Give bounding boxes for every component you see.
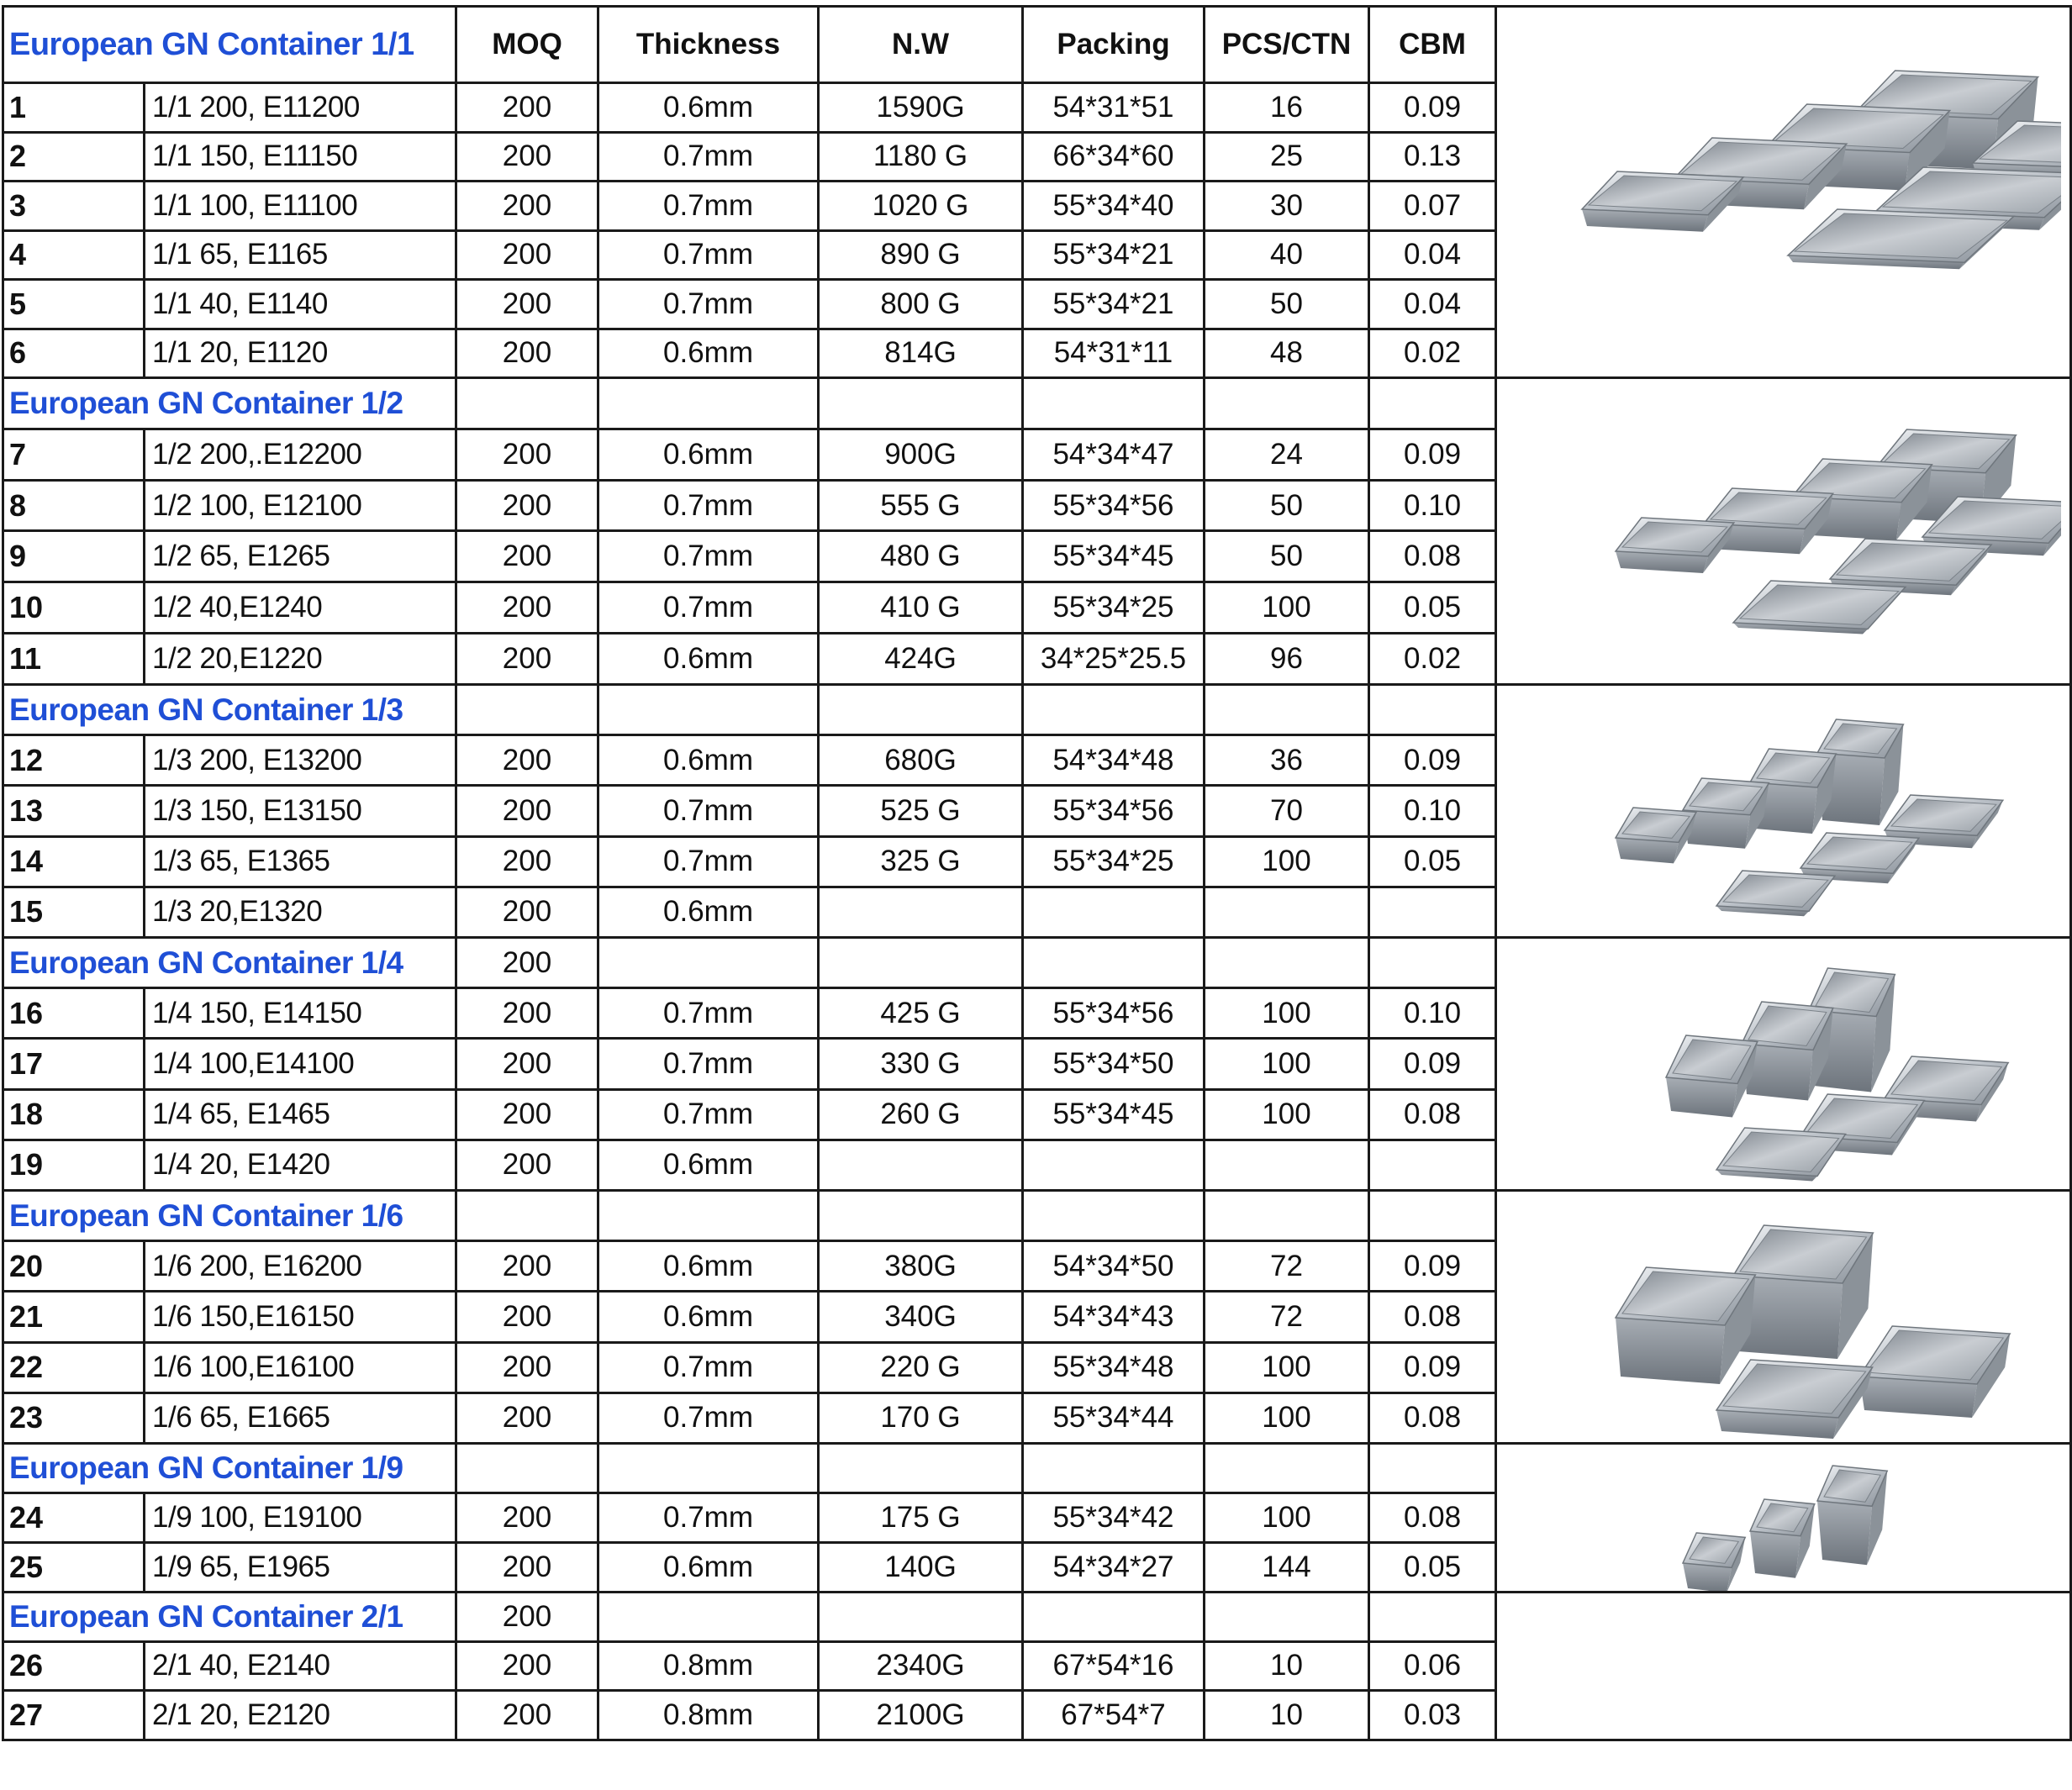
cbm-cell	[1369, 887, 1496, 937]
section-title-row	[3, 685, 2071, 735]
cbm-cell: 0.04	[1369, 230, 1496, 280]
cbm-cell: 0.08	[1369, 531, 1496, 582]
packing-cell: 55*34*56	[1023, 480, 1205, 531]
nw-cell: 325 G	[819, 836, 1023, 887]
moq-cell	[456, 685, 598, 735]
empty-cell	[1369, 1593, 1496, 1642]
nw-cell: 424G	[819, 634, 1023, 685]
nw-cell	[819, 1140, 1023, 1190]
packing-cell: 55*34*42	[1023, 1493, 1205, 1543]
price-spec-table	[2, 5, 2072, 1741]
moq-cell: 200	[456, 1039, 598, 1089]
thickness-cell: 0.7mm	[598, 1393, 819, 1443]
thickness-cell: 0.7mm	[598, 182, 819, 231]
row-number: 18	[3, 1089, 145, 1140]
col-header-pcs-ctn: PCS/CTN	[1205, 7, 1369, 83]
section-title-row	[3, 938, 2071, 988]
cbm-cell: 0.10	[1369, 480, 1496, 531]
thickness-cell: 0.7mm	[598, 1493, 819, 1543]
cbm-cell: 0.08	[1369, 1089, 1496, 1140]
model-cell: 2/1 40, E2140	[145, 1641, 456, 1691]
cbm-cell: 0.09	[1369, 735, 1496, 786]
pcs-ctn-cell: 36	[1205, 735, 1369, 786]
packing-cell: 55*34*48	[1023, 1342, 1205, 1393]
row-number: 7	[3, 429, 145, 480]
moq-cell: 200	[456, 132, 598, 182]
product-photo-cell	[1496, 1593, 2071, 1740]
moq-cell: 200	[456, 1140, 598, 1190]
packing-cell: 54*34*50	[1023, 1241, 1205, 1292]
moq-cell: 200	[456, 1543, 598, 1593]
pcs-ctn-cell: 10	[1205, 1641, 1369, 1691]
model-cell: 1/9 65, E1965	[145, 1543, 456, 1593]
pcs-ctn-cell: 50	[1205, 531, 1369, 582]
moq-cell	[456, 1444, 598, 1493]
product-photo-cell	[1496, 685, 2071, 938]
empty-cell	[598, 938, 819, 988]
empty-cell	[598, 1593, 819, 1642]
row-number: 19	[3, 1140, 145, 1190]
cbm-cell: 0.08	[1369, 1493, 1496, 1543]
packing-cell: 67*54*7	[1023, 1691, 1205, 1740]
packing-cell: 54*34*27	[1023, 1543, 1205, 1593]
cbm-cell: 0.04	[1369, 280, 1496, 329]
empty-cell	[819, 685, 1023, 735]
nw-cell: 2100G	[819, 1691, 1023, 1740]
cbm-cell: 0.09	[1369, 83, 1496, 133]
row-number: 20	[3, 1241, 145, 1292]
cbm-cell: 0.09	[1369, 1039, 1496, 1089]
empty-cell	[598, 685, 819, 735]
model-cell: 1/6 200, E16200	[145, 1241, 456, 1292]
pcs-ctn-cell: 100	[1205, 988, 1369, 1039]
moq-cell: 200	[456, 230, 598, 280]
row-number: 22	[3, 1342, 145, 1393]
cbm-cell: 0.10	[1369, 786, 1496, 836]
cbm-cell: 0.03	[1369, 1691, 1496, 1740]
nw-cell: 1020 G	[819, 182, 1023, 231]
packing-cell: 55*34*25	[1023, 836, 1205, 887]
packing-cell: 67*54*16	[1023, 1641, 1205, 1691]
cbm-cell: 0.06	[1369, 1641, 1496, 1691]
product-photo	[1497, 1192, 2069, 1442]
empty-cell	[819, 1444, 1023, 1493]
packing-cell: 55*34*56	[1023, 988, 1205, 1039]
pcs-ctn-cell: 50	[1205, 280, 1369, 329]
model-cell: 1/2 100, E12100	[145, 480, 456, 531]
cbm-cell: 0.09	[1369, 1241, 1496, 1292]
empty-cell	[1023, 1444, 1205, 1493]
product-photo	[1497, 8, 2069, 376]
model-cell: 1/4 65, E1465	[145, 1089, 456, 1140]
model-cell: 1/6 150,E16150	[145, 1292, 456, 1342]
row-number: 23	[3, 1393, 145, 1443]
empty-cell	[819, 938, 1023, 988]
thickness-cell: 0.6mm	[598, 1140, 819, 1190]
empty-cell	[598, 378, 819, 429]
pcs-ctn-cell: 100	[1205, 1493, 1369, 1543]
model-cell: 1/2 20,E1220	[145, 634, 456, 685]
thickness-cell: 0.7mm	[598, 280, 819, 329]
empty-cell	[1023, 685, 1205, 735]
section-title-row	[3, 1593, 2071, 1642]
packing-cell: 55*34*40	[1023, 182, 1205, 231]
header-row	[3, 7, 2071, 83]
pcs-ctn-cell	[1205, 1140, 1369, 1190]
empty-cell	[819, 1191, 1023, 1241]
pcs-ctn-cell: 40	[1205, 230, 1369, 280]
empty-cell	[1369, 938, 1496, 988]
empty-cell	[598, 1191, 819, 1241]
moq-cell: 200	[456, 83, 598, 133]
pcs-ctn-cell: 30	[1205, 182, 1369, 231]
product-photo-cell	[1496, 378, 2071, 685]
model-cell: 1/2 65, E1265	[145, 531, 456, 582]
packing-cell	[1023, 887, 1205, 937]
pcs-ctn-cell: 100	[1205, 1393, 1369, 1443]
packing-cell: 54*34*48	[1023, 735, 1205, 786]
cbm-cell: 0.09	[1369, 1342, 1496, 1393]
cbm-cell: 0.07	[1369, 182, 1496, 231]
row-number: 25	[3, 1543, 145, 1593]
empty-cell	[1205, 685, 1369, 735]
packing-cell: 54*34*43	[1023, 1292, 1205, 1342]
nw-cell: 220 G	[819, 1342, 1023, 1393]
model-cell: 1/1 100, E11100	[145, 182, 456, 231]
model-cell: 1/6 65, E1665	[145, 1393, 456, 1443]
moq-cell: 200	[456, 1241, 598, 1292]
thickness-cell: 0.7mm	[598, 531, 819, 582]
row-number: 5	[3, 280, 145, 329]
empty-cell	[598, 1444, 819, 1493]
product-photo	[1497, 379, 2069, 683]
nw-cell: 800 G	[819, 280, 1023, 329]
thickness-cell: 0.7mm	[598, 1342, 819, 1393]
model-cell: 1/2 200,.E12200	[145, 429, 456, 480]
pcs-ctn-cell: 48	[1205, 329, 1369, 378]
moq-cell: 200	[456, 280, 598, 329]
product-photo	[1497, 686, 2069, 936]
pcs-ctn-cell: 100	[1205, 1089, 1369, 1140]
packing-cell: 55*34*44	[1023, 1393, 1205, 1443]
moq-cell: 200	[456, 531, 598, 582]
nw-cell: 140G	[819, 1543, 1023, 1593]
cbm-cell: 0.02	[1369, 634, 1496, 685]
moq-cell: 200	[456, 182, 598, 231]
model-cell: 1/2 40,E1240	[145, 582, 456, 634]
thickness-cell: 0.6mm	[598, 634, 819, 685]
packing-cell: 54*31*51	[1023, 83, 1205, 133]
cbm-cell: 0.02	[1369, 329, 1496, 378]
col-header-moq: MOQ	[456, 7, 598, 83]
section-title-row	[3, 1444, 2071, 1493]
cbm-cell: 0.10	[1369, 988, 1496, 1039]
model-cell: 1/3 200, E13200	[145, 735, 456, 786]
col-header-thickness: Thickness	[598, 7, 819, 83]
empty-cell	[1205, 1593, 1369, 1642]
empty-cell	[1023, 938, 1205, 988]
section-title: European GN Container 1/6	[3, 1191, 456, 1241]
thickness-cell: 0.8mm	[598, 1691, 819, 1740]
section-title: European GN Container 1/1	[3, 7, 456, 83]
thickness-cell: 0.7mm	[598, 1089, 819, 1140]
packing-cell: 34*25*25.5	[1023, 634, 1205, 685]
thickness-cell: 0.7mm	[598, 1039, 819, 1089]
section-title: European GN Container 2/1	[3, 1593, 456, 1642]
pcs-ctn-cell: 70	[1205, 786, 1369, 836]
pcs-ctn-cell: 72	[1205, 1292, 1369, 1342]
pcs-ctn-cell: 100	[1205, 836, 1369, 887]
model-cell: 1/9 100, E19100	[145, 1493, 456, 1543]
nw-cell: 555 G	[819, 480, 1023, 531]
moq-cell: 200	[456, 1691, 598, 1740]
moq-cell: 200	[456, 1641, 598, 1691]
cbm-cell	[1369, 1140, 1496, 1190]
row-number: 11	[3, 634, 145, 685]
model-cell: 1/4 150, E14150	[145, 988, 456, 1039]
empty-cell	[1369, 1444, 1496, 1493]
stainless-steel-gn-pan-set-icon	[1506, 12, 2061, 373]
empty-cell	[1205, 378, 1369, 429]
col-header-cbm: CBM	[1369, 7, 1496, 83]
thickness-cell: 0.6mm	[598, 1543, 819, 1593]
row-number: 6	[3, 329, 145, 378]
section-title-row	[3, 1191, 2071, 1241]
stainless-steel-gn-pan-set-icon	[1506, 379, 2061, 683]
pcs-ctn-cell: 24	[1205, 429, 1369, 480]
row-number: 4	[3, 230, 145, 280]
thickness-cell: 0.6mm	[598, 429, 819, 480]
stainless-steel-gn-pan-set-icon	[1506, 939, 2061, 1189]
nw-cell: 680G	[819, 735, 1023, 786]
product-photo-cell	[1496, 938, 2071, 1191]
cbm-cell: 0.08	[1369, 1393, 1496, 1443]
empty-cell	[1205, 938, 1369, 988]
nw-cell: 814G	[819, 329, 1023, 378]
col-header-nw: N.W	[819, 7, 1023, 83]
packing-cell: 66*34*60	[1023, 132, 1205, 182]
thickness-cell: 0.7mm	[598, 988, 819, 1039]
row-number: 24	[3, 1493, 145, 1543]
empty-cell	[1369, 685, 1496, 735]
empty-cell	[819, 1593, 1023, 1642]
nw-cell: 890 G	[819, 230, 1023, 280]
product-photo	[1497, 1445, 2069, 1591]
empty-cell	[1369, 1191, 1496, 1241]
moq-cell: 200	[456, 1292, 598, 1342]
moq-cell: 200	[456, 329, 598, 378]
thickness-cell: 0.6mm	[598, 887, 819, 937]
row-number: 2	[3, 132, 145, 182]
nw-cell: 380G	[819, 1241, 1023, 1292]
nw-cell: 425 G	[819, 988, 1023, 1039]
packing-cell: 55*34*45	[1023, 1089, 1205, 1140]
empty-cell	[1023, 1191, 1205, 1241]
pcs-ctn-cell: 72	[1205, 1241, 1369, 1292]
moq-cell: 200	[456, 429, 598, 480]
nw-cell: 1590G	[819, 83, 1023, 133]
nw-cell: 260 G	[819, 1089, 1023, 1140]
pcs-ctn-cell: 100	[1205, 1342, 1369, 1393]
nw-cell: 340G	[819, 1292, 1023, 1342]
moq-cell	[456, 1191, 598, 1241]
pcs-ctn-cell	[1205, 887, 1369, 937]
nw-cell: 330 G	[819, 1039, 1023, 1089]
cbm-cell: 0.05	[1369, 582, 1496, 634]
pcs-ctn-cell: 144	[1205, 1543, 1369, 1593]
moq-cell: 200	[456, 1342, 598, 1393]
nw-cell: 1180 G	[819, 132, 1023, 182]
moq-cell: 200	[456, 786, 598, 836]
moq-cell: 200	[456, 735, 598, 786]
empty-cell	[1205, 1444, 1369, 1493]
row-number: 12	[3, 735, 145, 786]
model-cell: 1/1 65, E1165	[145, 230, 456, 280]
moq-cell	[456, 378, 598, 429]
nw-cell	[819, 887, 1023, 937]
row-number: 1	[3, 83, 145, 133]
packing-cell: 55*34*25	[1023, 582, 1205, 634]
pcs-ctn-cell: 25	[1205, 132, 1369, 182]
thickness-cell: 0.6mm	[598, 1241, 819, 1292]
row-number: 3	[3, 182, 145, 231]
pcs-ctn-cell: 16	[1205, 83, 1369, 133]
row-number: 8	[3, 480, 145, 531]
thickness-cell: 0.7mm	[598, 132, 819, 182]
packing-cell: 55*34*21	[1023, 280, 1205, 329]
cbm-cell: 0.05	[1369, 1543, 1496, 1593]
row-number: 26	[3, 1641, 145, 1691]
cbm-cell: 0.13	[1369, 132, 1496, 182]
pcs-ctn-cell: 10	[1205, 1691, 1369, 1740]
empty-cell	[1369, 378, 1496, 429]
packing-cell: 55*34*45	[1023, 531, 1205, 582]
row-number: 9	[3, 531, 145, 582]
thickness-cell: 0.7mm	[598, 480, 819, 531]
moq-cell: 200	[456, 1493, 598, 1543]
section-title-row	[3, 378, 2071, 429]
product-photo-cell	[1496, 1444, 2071, 1593]
thickness-cell: 0.7mm	[598, 836, 819, 887]
pcs-ctn-cell: 100	[1205, 1039, 1369, 1089]
thickness-cell: 0.7mm	[598, 786, 819, 836]
model-cell: 1/1 150, E11150	[145, 132, 456, 182]
row-number: 10	[3, 582, 145, 634]
cbm-cell: 0.09	[1369, 429, 1496, 480]
row-number: 13	[3, 786, 145, 836]
packing-cell: 55*34*56	[1023, 786, 1205, 836]
pcs-ctn-cell: 100	[1205, 582, 1369, 634]
packing-cell: 54*31*11	[1023, 329, 1205, 378]
product-photo	[1497, 1593, 2069, 1739]
section-title: European GN Container 1/4	[3, 938, 456, 988]
nw-cell: 170 G	[819, 1393, 1023, 1443]
empty-cell	[819, 378, 1023, 429]
nw-cell: 525 G	[819, 786, 1023, 836]
packing-cell	[1023, 1140, 1205, 1190]
cbm-cell: 0.08	[1369, 1292, 1496, 1342]
thickness-cell: 0.7mm	[598, 230, 819, 280]
thickness-cell: 0.6mm	[598, 1292, 819, 1342]
pcs-ctn-cell: 50	[1205, 480, 1369, 531]
model-cell: 1/1 200, E11200	[145, 83, 456, 133]
product-photo	[1497, 939, 2069, 1189]
model-cell: 1/4 20, E1420	[145, 1140, 456, 1190]
stainless-steel-gn-pan-set-icon	[1506, 686, 2061, 936]
moq-cell: 200	[456, 887, 598, 937]
thickness-cell: 0.6mm	[598, 83, 819, 133]
moq-cell: 200	[456, 988, 598, 1039]
packing-cell: 54*34*47	[1023, 429, 1205, 480]
packing-cell: 55*34*21	[1023, 230, 1205, 280]
row-number: 27	[3, 1691, 145, 1740]
empty-cell	[1205, 1191, 1369, 1241]
thickness-cell: 0.7mm	[598, 582, 819, 634]
section-title: European GN Container 1/2	[3, 378, 456, 429]
row-number: 14	[3, 836, 145, 887]
row-number: 21	[3, 1292, 145, 1342]
moq-cell: 200	[456, 836, 598, 887]
product-photo-cell	[1496, 7, 2071, 378]
section-title: European GN Container 1/3	[3, 685, 456, 735]
model-cell: 1/3 65, E1365	[145, 836, 456, 887]
model-cell: 1/4 100,E14100	[145, 1039, 456, 1089]
nw-cell: 175 G	[819, 1493, 1023, 1543]
row-number: 15	[3, 887, 145, 937]
moq-cell: 200	[456, 1393, 598, 1443]
section-title: European GN Container 1/9	[3, 1444, 456, 1493]
moq-cell: 200	[456, 1593, 598, 1642]
model-cell: 2/1 20, E2120	[145, 1691, 456, 1740]
empty-cell	[1023, 1593, 1205, 1642]
model-cell: 1/1 40, E1140	[145, 280, 456, 329]
col-header-packing: Packing	[1023, 7, 1205, 83]
pcs-ctn-cell: 96	[1205, 634, 1369, 685]
moq-cell: 200	[456, 582, 598, 634]
moq-cell: 200	[456, 1089, 598, 1140]
thickness-cell: 0.8mm	[598, 1641, 819, 1691]
packing-cell: 55*34*50	[1023, 1039, 1205, 1089]
row-number: 16	[3, 988, 145, 1039]
empty-cell	[1023, 378, 1205, 429]
model-cell: 1/3 150, E13150	[145, 786, 456, 836]
nw-cell: 480 G	[819, 531, 1023, 582]
model-cell: 1/6 100,E16100	[145, 1342, 456, 1393]
moq-cell: 200	[456, 938, 598, 988]
moq-cell: 200	[456, 634, 598, 685]
nw-cell: 900G	[819, 429, 1023, 480]
row-number: 17	[3, 1039, 145, 1089]
thickness-cell: 0.6mm	[598, 735, 819, 786]
stainless-steel-gn-pan-set-icon	[1506, 1192, 2061, 1442]
stainless-steel-gn-pan-set-icon	[1506, 1445, 2061, 1591]
model-cell: 1/1 20, E1120	[145, 329, 456, 378]
nw-cell: 410 G	[819, 582, 1023, 634]
thickness-cell: 0.6mm	[598, 329, 819, 378]
model-cell: 1/3 20,E1320	[145, 887, 456, 937]
product-photo-cell	[1496, 1191, 2071, 1444]
moq-cell: 200	[456, 480, 598, 531]
cbm-cell: 0.05	[1369, 836, 1496, 887]
nw-cell: 2340G	[819, 1641, 1023, 1691]
